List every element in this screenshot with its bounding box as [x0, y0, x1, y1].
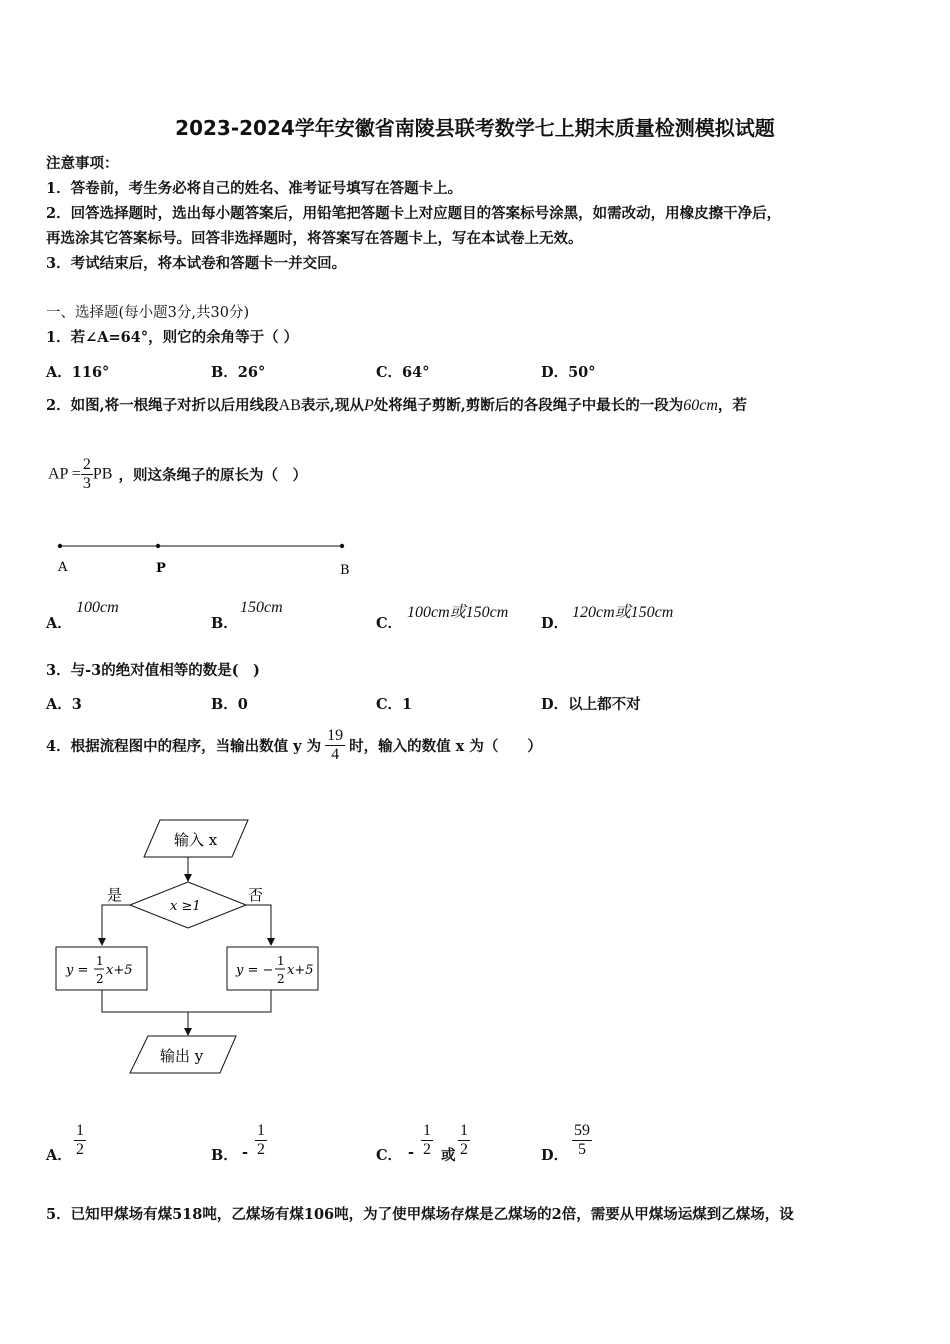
- q2-option-c-text: 100cm或150cm: [407, 604, 509, 621]
- yes-label: 是: [107, 886, 123, 904]
- q2-stem-cont: AP = $\frac{2}{3}$ PB ，则这条绳子的原长为（ ）: [48, 456, 307, 492]
- q2-option-c-label: C．: [376, 615, 403, 632]
- q4-option-b-sign: -: [242, 1144, 249, 1161]
- left-frac-den: 2: [96, 972, 104, 986]
- q4-option-c-or: 或: [441, 1147, 456, 1164]
- left-frac-num: 1: [96, 954, 104, 968]
- q1-option-a: A．116°: [46, 364, 110, 381]
- q4-option-c-frac: $\frac{1}{2}$: [423, 1122, 431, 1158]
- q5-stem: 5．已知甲煤场有煤518吨，乙煤场有煤106吨，为了使甲煤场存煤是乙煤场的2倍，需要从甲煤场运煤到乙煤场，设: [46, 1206, 794, 1223]
- q4-option-b-label: B．: [211, 1147, 238, 1164]
- section-heading: 一、选择题(每小题3分,共30分): [46, 305, 250, 321]
- q3-option-b: B．0: [211, 696, 248, 713]
- q2-stem: 2．如图,将一根绳子对折以后用线段AB表示,现从P处将绳子剪断,剪断后的各段绳子中最长的一段为60cm，若: [46, 397, 747, 414]
- point-a: [58, 544, 62, 548]
- q3-option-a: A．3: [46, 696, 82, 713]
- q3-stem: 3．与-3的绝对值相等的数是( ): [46, 662, 260, 679]
- notice-item: 2．回答选择题时，选出每小题答案后，用铅笔把答题卡上对应题目的答案标号涂黑，如需改动，用橡皮擦干净后，: [46, 205, 782, 222]
- q1-option-c: C．64°: [376, 364, 430, 381]
- q4-option-d-frac: $\frac{59}{5}$: [574, 1122, 590, 1158]
- q4-option-c-sign: -: [408, 1144, 415, 1161]
- q4-option-a-frac: $\frac{1}{2}$: [76, 1122, 84, 1158]
- q3-option-d: D．以上都不对: [541, 696, 641, 713]
- right-frac-num: 1: [277, 954, 285, 968]
- segment-diagram: [50, 536, 360, 580]
- q2-option-a-text: 100cm: [76, 599, 119, 616]
- q2-option-b-label: B．: [211, 615, 238, 632]
- left-tail: x+5: [106, 963, 133, 978]
- label-p: P: [156, 561, 166, 576]
- q2-option-d-text: 120cm或150cm: [572, 604, 674, 621]
- q4-option-b-frac: $\frac{1}{2}$: [257, 1122, 265, 1158]
- q1-option-d: D．50°: [541, 364, 596, 381]
- output-label: 输出 y: [160, 1047, 204, 1065]
- q4-option-c-frac2: $\frac{1}{2}$: [460, 1122, 468, 1158]
- no-label: 否: [248, 886, 264, 904]
- notice-item: 再选涂其它答案标号。回答非选择题时，将答案写在答题卡上，写在本试卷上无效。: [46, 230, 583, 247]
- label-b: B: [340, 563, 350, 578]
- q4-option-a-label: A．: [46, 1147, 72, 1164]
- page-title: 2023-2024学年安徽省南陵县联考数学七上期末质量检测模拟试题: [175, 116, 775, 140]
- right-tail: x+5: [287, 963, 314, 978]
- right-y: y = −: [236, 963, 274, 978]
- q1-stem: 1．若∠A=64°，则它的余角等于（ ）: [46, 329, 299, 346]
- q4-stem: 4．根据流程图中的程序，当输出数值 y 为 $\frac{19}{4}$ 时，输入的数值 x 为（ ）: [46, 727, 542, 763]
- q2-option-d-label: D．: [541, 615, 569, 632]
- q1-option-b: B．26°: [211, 364, 266, 381]
- label-a: A: [58, 560, 68, 575]
- notice-item: 3．考试结束后，将本试卷和答题卡一并交回。: [46, 255, 347, 272]
- left-y: y =: [66, 963, 89, 978]
- point-p: [156, 544, 160, 548]
- flowchart: [50, 812, 330, 1082]
- notice-item: 1．答卷前，考生务必将自己的姓名、准考证号填写在答题卡上。: [46, 180, 463, 197]
- q3-option-c: C．1: [376, 696, 413, 713]
- q2-option-b-text: 150cm: [240, 599, 283, 616]
- notice-heading: 注意事项：: [46, 155, 119, 172]
- point-b: [340, 544, 344, 548]
- input-label: 输入 x: [174, 831, 218, 849]
- q4-option-d-label: D．: [541, 1147, 569, 1164]
- right-frac-den: 2: [277, 972, 285, 986]
- fraction: $\frac{2}{3}$: [82, 456, 91, 492]
- fraction: $\frac{19}{4}$: [327, 727, 344, 763]
- decision-label: x ≥1: [170, 899, 201, 914]
- q2-option-a-label: A．: [46, 615, 72, 632]
- q4-option-c-label: C．: [376, 1147, 403, 1164]
